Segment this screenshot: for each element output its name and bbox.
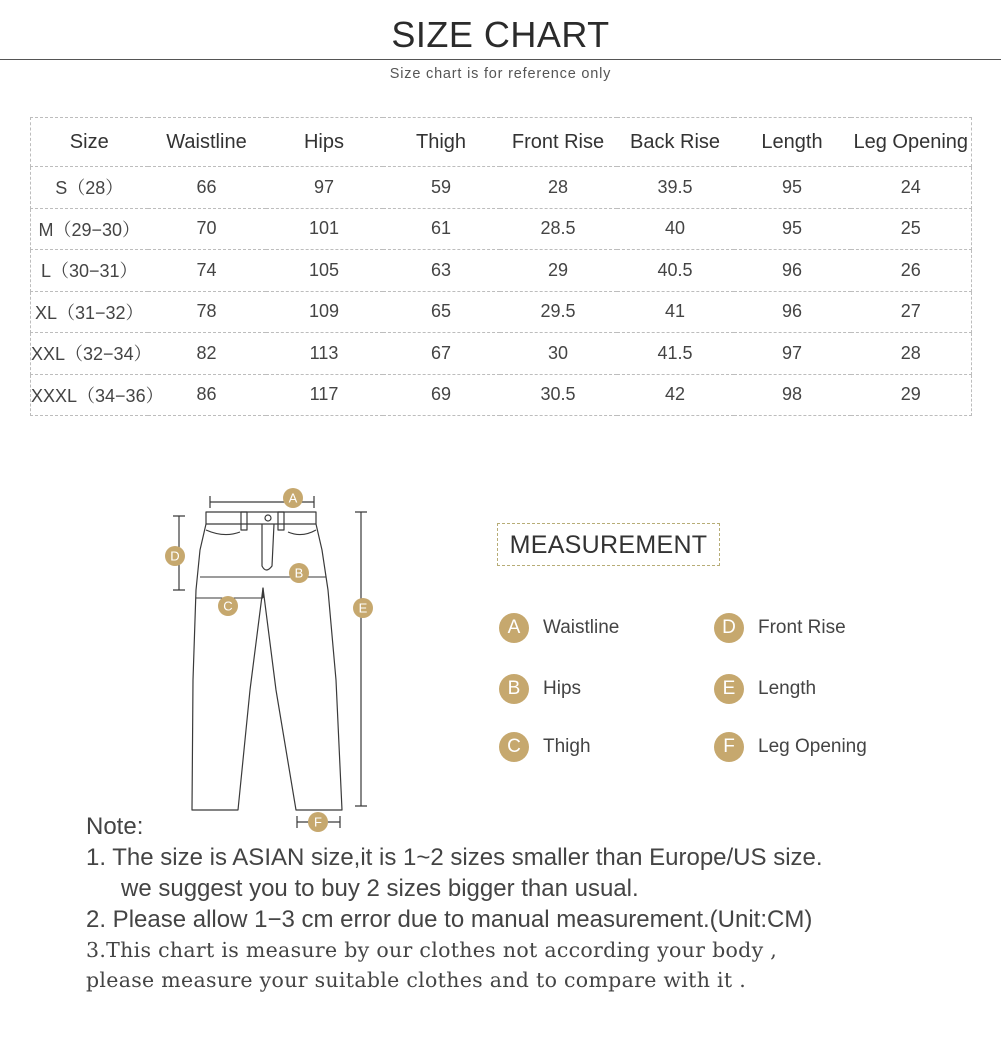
table-cell: 105 bbox=[266, 250, 383, 292]
note-item-3-continued: please measure your suitable clothes and to compare with it . bbox=[86, 968, 747, 992]
note-item-1: 1. The size is ASIAN size,it is 1~2 sizes smaller than Europe/US size. bbox=[86, 844, 823, 871]
table-cell: 39.5 bbox=[617, 167, 734, 209]
table-cell: XL（31−32） bbox=[31, 291, 148, 333]
table-cell: 96 bbox=[734, 291, 851, 333]
table-cell: 24 bbox=[851, 167, 972, 209]
page-subtitle: Size chart is for reference only bbox=[389, 66, 612, 82]
table-cell: M（29−30） bbox=[31, 208, 148, 250]
col-header-thigh: Thigh bbox=[383, 118, 500, 167]
legend-badge-c: C bbox=[499, 732, 529, 762]
table-cell: 78 bbox=[148, 291, 266, 333]
table-cell: 29 bbox=[500, 250, 617, 292]
table-cell: 26 bbox=[851, 250, 972, 292]
table-cell: 82 bbox=[148, 333, 266, 375]
measurement-heading: MEASUREMENT bbox=[509, 531, 708, 559]
table-row bbox=[31, 208, 972, 250]
table-cell: 61 bbox=[383, 208, 500, 250]
table-cell: 30.5 bbox=[500, 374, 617, 416]
table-cell: 28.5 bbox=[500, 208, 617, 250]
table-cell: L（30−31） bbox=[31, 250, 148, 292]
notes-heading: Note: bbox=[86, 813, 144, 840]
col-header-size: Size bbox=[31, 118, 148, 167]
col-header-back-rise: Back Rise bbox=[617, 118, 734, 167]
table-row bbox=[31, 167, 972, 209]
table-cell: 41 bbox=[617, 291, 734, 333]
marker-e-label: E bbox=[358, 600, 368, 616]
size-table bbox=[30, 117, 972, 416]
legend-badge-a: A bbox=[499, 613, 529, 643]
legend-label-hips: Hips bbox=[543, 678, 582, 699]
legend-badge-b: B bbox=[499, 674, 529, 704]
table-cell: 101 bbox=[266, 208, 383, 250]
legend-badge-e: E bbox=[714, 674, 744, 704]
marker-f-label: F bbox=[314, 814, 322, 830]
table-cell: 74 bbox=[148, 250, 266, 292]
table-cell: 97 bbox=[266, 167, 383, 209]
page-title: SIZE CHART bbox=[391, 14, 610, 55]
table-cell: 25 bbox=[851, 208, 972, 250]
table-cell: 29 bbox=[851, 374, 972, 416]
legend-label-waistline: Waistline bbox=[543, 617, 620, 638]
legend-badge-f: F bbox=[714, 732, 744, 762]
marker-d-label: D bbox=[170, 548, 180, 564]
table-cell: 113 bbox=[266, 333, 383, 375]
table-cell: 117 bbox=[266, 374, 383, 416]
note-item-2: 2. Please allow 1−3 cm error due to manual measurement.(Unit:CM) bbox=[86, 906, 813, 933]
col-header-waistline: Waistline bbox=[148, 118, 266, 167]
table-header-row bbox=[31, 118, 972, 167]
marker-a-label: A bbox=[288, 490, 298, 506]
table-cell: 41.5 bbox=[617, 333, 734, 375]
table-cell: 109 bbox=[266, 291, 383, 333]
table-cell: 69 bbox=[383, 374, 500, 416]
table-cell: XXXL（34−36） bbox=[31, 374, 148, 416]
table-cell: 28 bbox=[500, 167, 617, 209]
table-cell: 70 bbox=[148, 208, 266, 250]
table-cell: 42 bbox=[617, 374, 734, 416]
table-cell: S（28） bbox=[31, 167, 148, 209]
table-cell: 40.5 bbox=[617, 250, 734, 292]
table-cell: 67 bbox=[383, 333, 500, 375]
note-item-1-continued: we suggest you to buy 2 sizes bigger than usual. bbox=[121, 875, 639, 902]
pants-diagram bbox=[150, 480, 400, 835]
table-cell: 63 bbox=[383, 250, 500, 292]
col-header-length: Length bbox=[734, 118, 851, 167]
marker-b-label: B bbox=[294, 565, 304, 581]
table-cell: 27 bbox=[851, 291, 972, 333]
table-cell: 98 bbox=[734, 374, 851, 416]
note-item-3: 3.This chart is measure by our clothes not according your body , bbox=[86, 938, 778, 962]
table-cell: 95 bbox=[734, 167, 851, 209]
table-cell: 96 bbox=[734, 250, 851, 292]
table-cell: 29.5 bbox=[500, 291, 617, 333]
table-row bbox=[31, 291, 972, 333]
table-cell: 95 bbox=[734, 208, 851, 250]
legend-badge-d: D bbox=[714, 613, 744, 643]
table-cell: XXL（32−34） bbox=[31, 333, 148, 375]
legend-label-length: Length bbox=[758, 678, 817, 699]
table-cell: 97 bbox=[734, 333, 851, 375]
table-row bbox=[31, 374, 972, 416]
table-row bbox=[31, 333, 972, 375]
table-cell: 65 bbox=[383, 291, 500, 333]
table-cell: 28 bbox=[851, 333, 972, 375]
col-header-hips: Hips bbox=[266, 118, 383, 167]
table-cell: 86 bbox=[148, 374, 266, 416]
marker-c-label: C bbox=[223, 598, 233, 614]
title-divider bbox=[0, 59, 1001, 60]
col-header-front-rise: Front Rise bbox=[500, 118, 617, 167]
table-cell: 66 bbox=[148, 167, 266, 209]
legend-label-front-rise: Front Rise bbox=[758, 617, 846, 638]
table-cell: 30 bbox=[500, 333, 617, 375]
legend-label-thigh: Thigh bbox=[543, 736, 591, 757]
notes-section bbox=[86, 812, 986, 995]
pants-illustration bbox=[150, 480, 400, 835]
measurement-heading-box bbox=[497, 523, 720, 566]
table-row bbox=[31, 250, 972, 292]
col-header-leg-opening: Leg Opening bbox=[851, 118, 972, 167]
legend-label-leg-opening: Leg Opening bbox=[758, 736, 867, 757]
table-cell: 40 bbox=[617, 208, 734, 250]
table-cell: 59 bbox=[383, 167, 500, 209]
